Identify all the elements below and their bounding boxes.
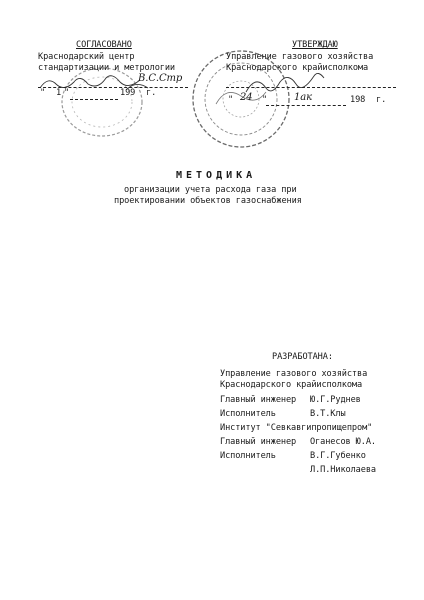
row-role: Институт "Севкавгипропищепром" bbox=[220, 423, 373, 433]
row-name: В.Г.Губенко bbox=[310, 451, 366, 461]
confirm-org-line1: Управление газового хозяйства bbox=[226, 52, 374, 62]
approved-org-line1: Краснодарский центр bbox=[38, 52, 135, 62]
subtitle-line2: проектировании объектов газоснабжения bbox=[114, 196, 302, 206]
confirm-date-month-line bbox=[266, 105, 346, 106]
row-role: Исполнитель bbox=[220, 451, 276, 461]
developed-org-line2: Краснодарского крайисполкома bbox=[220, 380, 363, 390]
approved-date-year: 199 bbox=[120, 88, 136, 98]
approved-date-suffix: г. bbox=[146, 88, 157, 98]
confirm-date-year: 198 bbox=[350, 95, 366, 105]
approved-heading: СОГЛАСОВАНО bbox=[76, 40, 132, 50]
developed-org-line1: Управление газового хозяйства bbox=[220, 369, 368, 379]
document-title: МЕТОДИКА bbox=[176, 170, 257, 181]
right-signature-line bbox=[226, 87, 396, 88]
confirm-org-line2: Краснодарского крайисполкома bbox=[226, 63, 369, 73]
approved-date-day: 1 bbox=[56, 88, 62, 98]
developed-heading: РАЗРАБОТАНА: bbox=[272, 352, 333, 362]
approved-date-quote-close: " bbox=[64, 88, 70, 98]
confirm-heading: УТВЕРЖДАЮ bbox=[292, 40, 338, 50]
confirm-date-quote-close: " bbox=[262, 95, 268, 105]
row-role: Главный инженер bbox=[220, 437, 297, 447]
approved-date-quote: " bbox=[40, 88, 46, 98]
row-name: Ю.Г.Руднев bbox=[310, 395, 361, 405]
confirm-date-month: 1ак bbox=[294, 92, 312, 103]
left-signature-text: В.С.Стр bbox=[138, 73, 183, 84]
row-role: Главный инженер bbox=[220, 395, 297, 405]
confirm-date-day: 24 bbox=[240, 92, 253, 103]
approved-org-line2: стандартизации и метрологии bbox=[38, 63, 175, 73]
confirm-date-quote: " bbox=[228, 95, 234, 105]
row-name: Л.П.Николаева bbox=[310, 465, 376, 475]
row-name: В.Т.Клы bbox=[310, 409, 346, 419]
confirm-date-suffix: г. bbox=[376, 95, 387, 105]
row-name: Оганесов Ю.А. bbox=[310, 437, 376, 447]
subtitle-line1: организации учета расхода газа при bbox=[124, 185, 297, 195]
row-role: Исполнитель bbox=[220, 409, 276, 419]
approved-date-month-line bbox=[70, 99, 118, 100]
